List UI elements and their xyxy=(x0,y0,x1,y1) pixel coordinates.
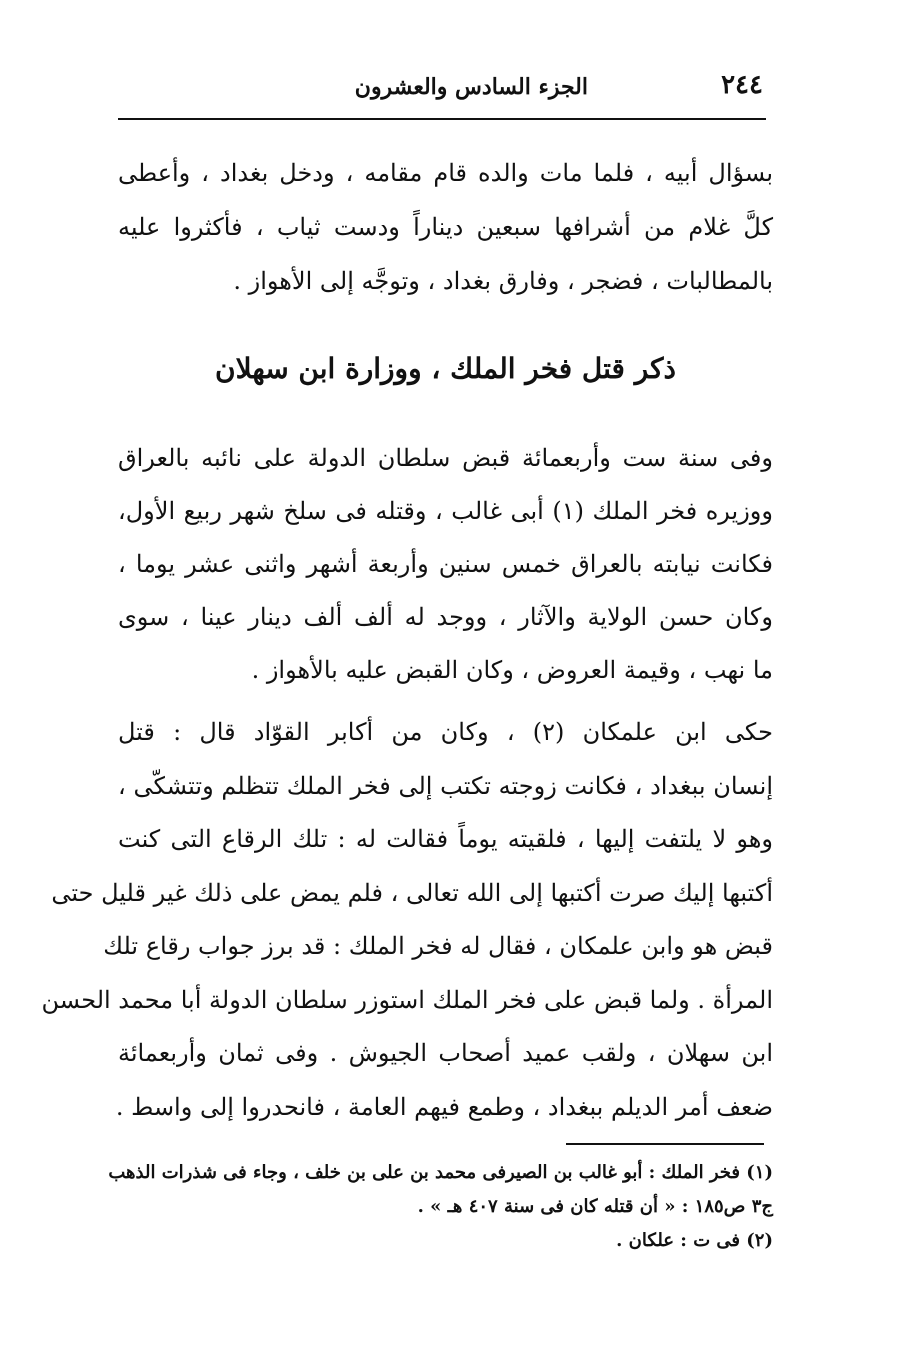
paragraph-1 xyxy=(118,146,773,308)
text-line: ضعف أمر الديلم ببغداد ، وطمع فيهم العامة ، فانحدروا إلى واسط . xyxy=(115,1092,773,1121)
text-line: إنسان ببغداد ، فكانت زوجته تكتب إلى فخر الملك تتظلم وتتشكّى ، xyxy=(118,771,773,800)
text-line: المرأة . ولما قبض على فخر الملك استوزر سلطان الدولة أبا محمد الحسن xyxy=(41,985,773,1014)
section-heading: ذكر قتل فخر الملك ، ووزارة ابن سهلان xyxy=(215,352,676,385)
footnote-2 xyxy=(118,1224,773,1258)
paragraph-3 xyxy=(41,706,774,1134)
footnote-rule xyxy=(566,1143,764,1145)
text-line: ما نهب ، وقيمة العروض ، وكان القبض عليه بالأهواز . xyxy=(251,656,773,684)
text-line: ووزيره فخر الملك (١) أبى غالب ، وقتله فى سلخ شهر ربيع الأول، xyxy=(118,497,773,525)
text-line: ابن سهلان ، ولقب عميد أصحاب الجيوش . وفى ثمان وأربعمائة xyxy=(118,1039,774,1067)
footnote-line: ج٣ ص١٨٥ : « أن قتله كان فى سنة ٤٠٧ هـ » . xyxy=(417,1196,773,1217)
text-line: حكى ابن علمكان (٢) ، وكان من أكابر القوّاد قال : قتل xyxy=(118,718,773,746)
running-title: الجزء السادس والعشرون xyxy=(354,74,588,100)
header-rule xyxy=(118,118,766,120)
text-line: وكان حسن الولاية والآثار ، ووجد له ألف ألف دينار عينا ، سوى xyxy=(118,603,773,631)
text-line: أكتبها إليك صرت أكتبها إلى الله تعالى ، فلم يمض على ذلك غير قليل حتى xyxy=(51,878,773,907)
text-line: بالمطالبات ، فضجر ، وفارق بغداد ، وتوجَّه إلى الأهواز . xyxy=(233,267,773,295)
footnote-line: (١) فخر الملك : أبو غالب بن الصيرفى محمد بن على بن خلف ، وجاء فى شذرات الذهب xyxy=(108,1162,773,1183)
footnote-line: (٢) فى ت : علكان . xyxy=(616,1230,773,1251)
page-header xyxy=(118,68,763,116)
text-line: وهو لا يلتفت إليها ، فلقيته يوماً فقالت له : تلك الرقاع التى كنت xyxy=(118,825,773,853)
text-line: كلَّ غلام من أشرافها سبعين ديناراً ودست ثياب ، فأكثروا عليه xyxy=(118,213,773,241)
text-line: فكانت نيابته بالعراق خمس سنين وأربعة أشهر واثنى عشر يوما ، xyxy=(118,550,773,578)
footnotes xyxy=(108,1156,773,1258)
text-line: قبض هو وابن علمكان ، فقال له فخر الملك : قد برز جواب رقاع تلك xyxy=(103,932,773,960)
page-number: ٢٤٤ xyxy=(721,70,763,100)
footnote-1 xyxy=(108,1156,773,1224)
paragraph-2 xyxy=(118,432,773,697)
text-line: بسؤال أبيه ، فلما مات والده قام مقامه ، ودخل بغداد ، وأعطى xyxy=(118,159,773,187)
text-line: وفى سنة ست وأربعمائة قبض سلطان الدولة على نائبه بالعراق xyxy=(118,444,773,472)
